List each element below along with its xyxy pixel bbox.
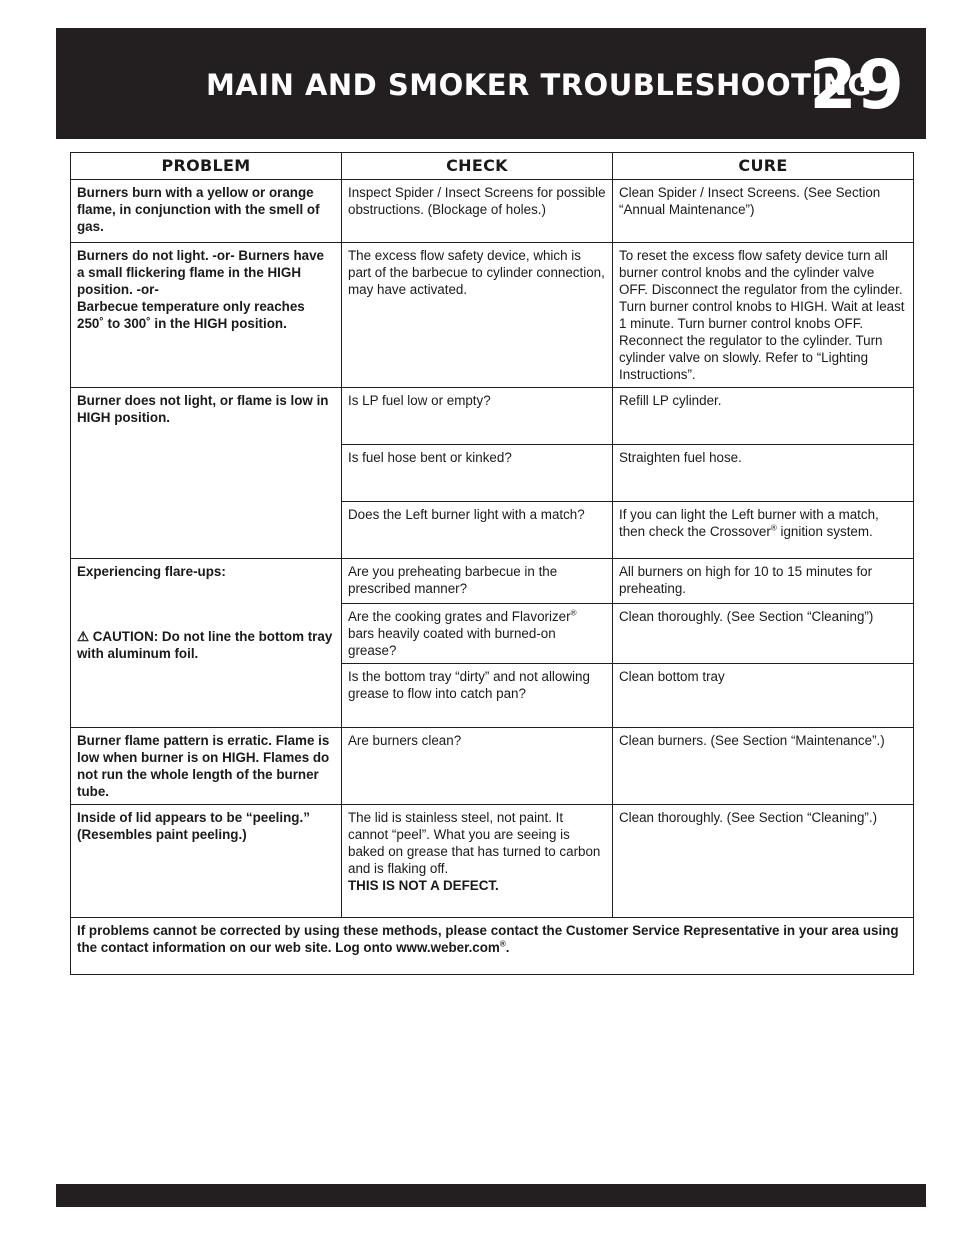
problem-cell: Burners burn with a yellow or orange flame, in conjunction with the smell of gas.: [71, 180, 342, 243]
table-row: [71, 388, 914, 445]
column-header-problem: PROBLEM: [71, 153, 342, 180]
cure-cell: Clean bottom tray: [613, 664, 914, 728]
table-row: [71, 243, 914, 388]
troubleshooting-table: [70, 152, 914, 975]
column-header-check: CHECK: [342, 153, 613, 180]
check-cell: Is fuel hose bent or kinked?: [342, 445, 613, 502]
page-header: [56, 28, 926, 139]
cure-cell: Clean thoroughly. (See Section “Cleaning”): [613, 604, 914, 664]
table-row: [71, 728, 914, 805]
problem-cell: Burner flame pattern is erratic. Flame is low when burner is on HIGH. Flames do not run the whole length of the burner tube.: [71, 728, 342, 805]
table-row: [71, 805, 914, 918]
check-cell: Inspect Spider / Insect Screens for possible obstructions. (Blockage of holes.): [342, 180, 613, 243]
cure-cell: Clean Spider / Insect Screens. (See Section “Annual Maintenance”): [613, 180, 914, 243]
cure-cell: Straighten fuel hose.: [613, 445, 914, 502]
warning-icon: ⚠: [77, 629, 90, 644]
check-cell: Is the bottom tray “dirty” and not allowing grease to flow into catch pan?: [342, 664, 613, 728]
page-footer-bar: [56, 1184, 926, 1207]
check-cell: The lid is stainless steel, not paint. It cannot “peel”. What you are seeing is baked on grease that has turned to carbon and is flaking off. THIS IS NOT A DEFECT.: [342, 805, 613, 918]
table-header-row: [71, 153, 914, 180]
check-cell: The excess flow safety device, which is part of the barbecue to cylinder connection, may have activated.: [342, 243, 613, 388]
page-number: 29: [809, 46, 904, 125]
cure-cell: If you can light the Left burner with a match, then check the Crossover® ignition system.: [613, 502, 914, 559]
check-cell: Are the cooking grates and Flavorizer® bars heavily coated with burned-on grease?: [342, 604, 613, 664]
problem-text: Experiencing flare-ups:: [77, 564, 226, 579]
cure-cell: All burners on high for 10 to 15 minutes for preheating.: [613, 559, 914, 604]
cure-cell: Refill LP cylinder.: [613, 388, 914, 445]
table-row: [71, 180, 914, 243]
contact-note: If problems cannot be corrected by using these methods, please contact the Customer Service Representative in your area using the contact information on our web site. Log onto www.weber.com®.: [71, 918, 914, 975]
problem-cell: Inside of lid appears to be “peeling.” (Resembles paint peeling.): [71, 805, 342, 918]
problem-text: Burners do not light. -or- Burners have a small flickering flame in the HIGH position. -or-: [77, 248, 325, 297]
cure-cell: To reset the excess flow safety device turn all burner control knobs and the cylinder valve OFF. Disconnect the regulator from the cylinder. Turn burner control knobs to HIGH. Wait at least 1 minute. Turn burner control knobs OFF. Reconnect the regulator to the cylinder. Turn cylinder valve on slowly. Refer to “Lighting Instructions”.: [613, 243, 914, 388]
page-title: MAIN AND SMOKER TROUBLESHOOTING: [206, 68, 872, 102]
table-footer-row: [71, 918, 914, 975]
table-row: [71, 559, 914, 604]
problem-cell: [71, 559, 342, 728]
check-cell: Are you preheating barbecue in the prescribed manner?: [342, 559, 613, 604]
cure-cell: Clean thoroughly. (See Section “Cleaning”.): [613, 805, 914, 918]
problem-cell: Burner does not light, or flame is low in HIGH position.: [71, 388, 342, 559]
problem-cell: [71, 243, 342, 388]
cure-cell: Clean burners. (See Section “Maintenance”.): [613, 728, 914, 805]
caution-note: ⚠ CAUTION: Do not line the bottom tray with aluminum foil.: [77, 629, 333, 661]
check-cell: Is LP fuel low or empty?: [342, 388, 613, 445]
problem-text: Barbecue temperature only reaches 250˚ to 300˚ in the HIGH position.: [77, 299, 305, 331]
not-a-defect-note: THIS IS NOT A DEFECT.: [348, 878, 499, 893]
column-header-cure: CURE: [613, 153, 914, 180]
check-cell: Does the Left burner light with a match?: [342, 502, 613, 559]
check-cell: Are burners clean?: [342, 728, 613, 805]
